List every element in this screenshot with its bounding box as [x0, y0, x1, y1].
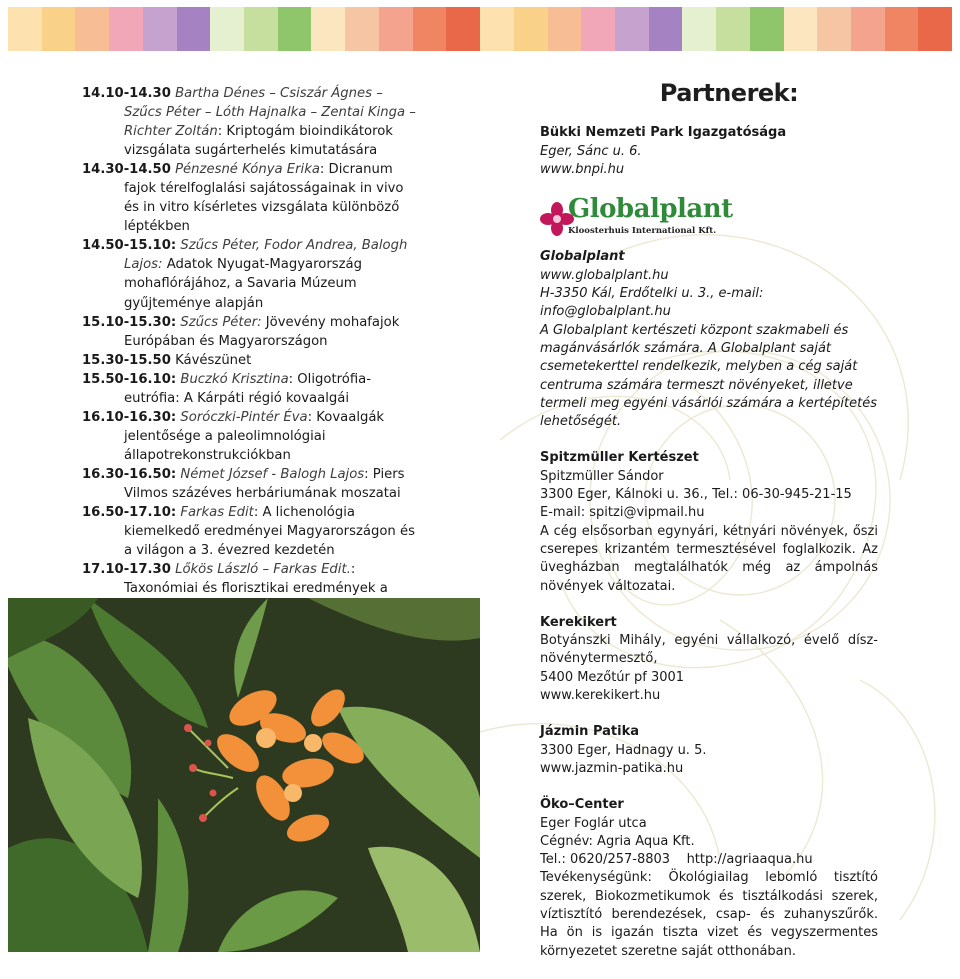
program-authors: Szűcs Péter, Fodor Andrea, Balogh Lajos: — [124, 238, 408, 273]
program-entry — [82, 160, 420, 236]
color-swatch — [480, 7, 514, 51]
program-entry-text — [82, 465, 420, 503]
program-time: 15.30-15.50 — [82, 352, 171, 368]
color-swatch — [42, 7, 76, 51]
program-title: : Dicranum fajok térelfoglalási sajátosságainak in vivo és in vitro kísérletes vizsgálata különböző léptékben — [124, 162, 404, 235]
program-title: Adatok Nyugat-Magyarország mohaflórájához, a Savaria Múzeum gyűjteménye alapján — [124, 257, 362, 311]
program-title: Kávészünet — [175, 352, 252, 368]
partner-address: 5400 Mezőtúr pf 3001 — [540, 669, 685, 685]
partner-address: Eger, Sánc u. 6. — [540, 143, 642, 159]
program-authors: Buczkó Krisztina — [180, 371, 289, 387]
partner-phone-and-link[interactable]: Tel.: 0620/257-8803 http://agriaaqua.hu — [540, 852, 813, 868]
partner-description: A Globalplant kertészeti központ szakmabeli és magánvásárlók számára. A Globalplant saját csemetekerttel rendelkezik, melyben a cég saját centruma számára termeszt növényeket, illetve termeli meg egyéni vásárlói számára a kertépítetés lehetőségét. — [540, 322, 878, 430]
color-swatch — [784, 7, 818, 51]
partner-name: Jázmin Patika — [540, 724, 639, 740]
program-authors: Szűcs Péter: — [180, 314, 262, 330]
partner-website-link[interactable]: www.kerekikert.hu — [540, 688, 661, 704]
partner-person: Spitzmüller Sándor — [540, 468, 664, 484]
partners-column — [540, 79, 878, 979]
color-swatch — [750, 7, 784, 51]
color-swatch — [514, 7, 548, 51]
partner-name: Bükki Nemzeti Park Igazgatósága — [540, 125, 787, 141]
program-schedule — [82, 84, 420, 674]
program-time: 15.50-16.10: — [82, 371, 177, 387]
logo-subtitle: Kloosterhuis International Kft. — [568, 226, 717, 237]
partner-name: Kerekikert — [540, 614, 617, 630]
color-swatch — [716, 7, 750, 51]
partner-address: 3300 Eger, Kálnoki u. 36., Tel.: 06-30-945-21-15 — [540, 487, 852, 503]
color-swatch — [143, 7, 177, 51]
program-entry-text — [82, 351, 420, 370]
program-authors: Bartha Dénes – Csiszár Ágnes – Szűcs Péter – Lóth Hajnalka – Zentai Kinga – Richter Zoltán — [124, 86, 416, 140]
clivia-flower-photo — [8, 598, 480, 952]
color-swatch — [311, 7, 345, 51]
color-swatch — [244, 7, 278, 51]
partner-description: Botyánszki Mihály, egyéni vállalkozó, évelő dísznövénytermesztő, — [540, 633, 878, 667]
program-time: 14.30-14.50 — [82, 162, 171, 178]
program-title: : Piers Vilmos százéves herbáriumának moszatai — [124, 466, 405, 501]
partner-spitzmuller — [540, 449, 878, 595]
program-entry — [82, 84, 420, 160]
program-time: 16.30-16.50: — [82, 466, 177, 482]
color-swatch — [75, 7, 109, 51]
partner-address: 3300 Eger, Hadnagy u. 5. — [540, 742, 707, 758]
program-title: : Taxonómiai és florisztikai eredmények a — [124, 562, 388, 597]
color-swatch — [109, 7, 143, 51]
program-entry-text — [82, 408, 420, 465]
color-swatch — [918, 7, 952, 51]
partners-title: Partnerek: — [659, 79, 799, 107]
program-entry — [82, 465, 420, 503]
program-title: : A lichenológia kiemelkedő eredményei Magyarországon és a világon a 3. évezred kezdetén — [124, 505, 415, 559]
program-entry — [82, 408, 420, 465]
program-entry — [82, 503, 420, 560]
program-time: 16.50-17.10: — [82, 505, 177, 521]
program-entry-text — [82, 160, 420, 236]
partner-website-link[interactable]: www.bnpi.hu — [540, 161, 625, 177]
partner-bukki — [540, 124, 878, 179]
color-swatch — [379, 7, 413, 51]
color-swatch — [548, 7, 582, 51]
program-title: : Kovaalgák jelentősége a paleolimnológiai állapotrekonstrukciókban — [124, 409, 385, 463]
partner-website-link[interactable]: www.globalplant.hu — [540, 267, 669, 283]
program-title: Jövevény mohafajok Európában és Magyarországon — [124, 314, 400, 349]
globalplant-logo — [540, 194, 878, 240]
color-swatch — [345, 7, 379, 51]
program-title: : Kriptogám bioindikátorok vizsgálata sugárterhelés kimutatására — [124, 124, 393, 159]
program-entry — [82, 370, 420, 408]
program-time: 14.10-14.30 — [82, 86, 171, 101]
color-swatch — [8, 7, 42, 51]
program-entry-text — [82, 503, 420, 560]
logo-wordmark: Globalplant — [568, 194, 733, 225]
program-time: 15.10-15.30: — [82, 314, 177, 330]
partner-oko-center — [540, 796, 878, 961]
partner-name: Öko–Center — [540, 797, 624, 813]
program-authors: Német József - Balogh Lajos — [180, 466, 365, 482]
program-time: 16.10-16.30: — [82, 409, 177, 425]
color-swatch — [885, 7, 919, 51]
program-time: 14.50-15.10: — [82, 238, 177, 254]
program-entry — [82, 236, 420, 312]
program-entry-text — [82, 370, 420, 408]
partner-name: Globalplant — [540, 249, 625, 265]
partner-description: A cég elsősorban egynyári, kétnyári növények, őszi cserepes krizantém termesztésével foglalkozik. Az üvegházban megtalálhatók még az ámpolnás növények változatai. — [540, 523, 878, 594]
program-authors: Pénzesné Kónya Erika — [175, 162, 320, 178]
program-entry-text — [82, 236, 420, 312]
partner-globalplant — [540, 248, 878, 431]
color-swatch — [413, 7, 447, 51]
color-swatch — [851, 7, 885, 51]
partner-kerekikert — [540, 614, 878, 705]
program-entry-text — [82, 313, 420, 351]
partner-name: Spitzmüller Kertészet — [540, 450, 699, 466]
color-swatch — [210, 7, 244, 51]
program-entry — [82, 313, 420, 351]
program-time: 17.10-17.30 — [82, 562, 171, 578]
partner-address: Eger Foglár utca — [540, 815, 647, 831]
program-authors: Farkas Edit — [180, 505, 254, 521]
partner-company: Cégnév: Agria Aqua Kft. — [540, 833, 695, 849]
color-swatch — [278, 7, 312, 51]
color-swatch — [817, 7, 851, 51]
partner-jazmin — [540, 723, 878, 778]
color-swatch-bar — [8, 7, 952, 51]
partner-website-link[interactable]: www.jazmin-patika.hu — [540, 760, 684, 776]
program-entry-text — [82, 84, 420, 160]
partner-email-link[interactable]: E-mail: spitzi@vipmail.hu — [540, 505, 705, 521]
color-swatch — [446, 7, 480, 51]
program-authors: Soróczki-Pintér Éva — [180, 409, 308, 425]
partner-address: H-3350 Kál, Erdőtelki u. 3., e-mail: info@globalplant.hu — [540, 286, 764, 320]
program-entry — [82, 351, 420, 370]
color-swatch — [682, 7, 716, 51]
program-authors: Lőkös László – Farkas Edit. — [175, 562, 351, 578]
color-swatch — [581, 7, 615, 51]
partner-description: Tevékenységünk: Ökológiailag lebomló tisztító szerek, Biokozmetikumok és tisztálkodási szerek, víztisztító berendezések, csap- és zuhanyszűrők. Ha ön is igazán tiszta vizet és vegyszermentes környezetet szeretne saját otthonában. — [540, 870, 878, 959]
program-title: : Oligotrófia-eutrófia: A Kárpáti régió kovaalgái — [124, 371, 371, 406]
color-swatch — [177, 7, 211, 51]
color-swatch — [649, 7, 683, 51]
color-swatch — [615, 7, 649, 51]
